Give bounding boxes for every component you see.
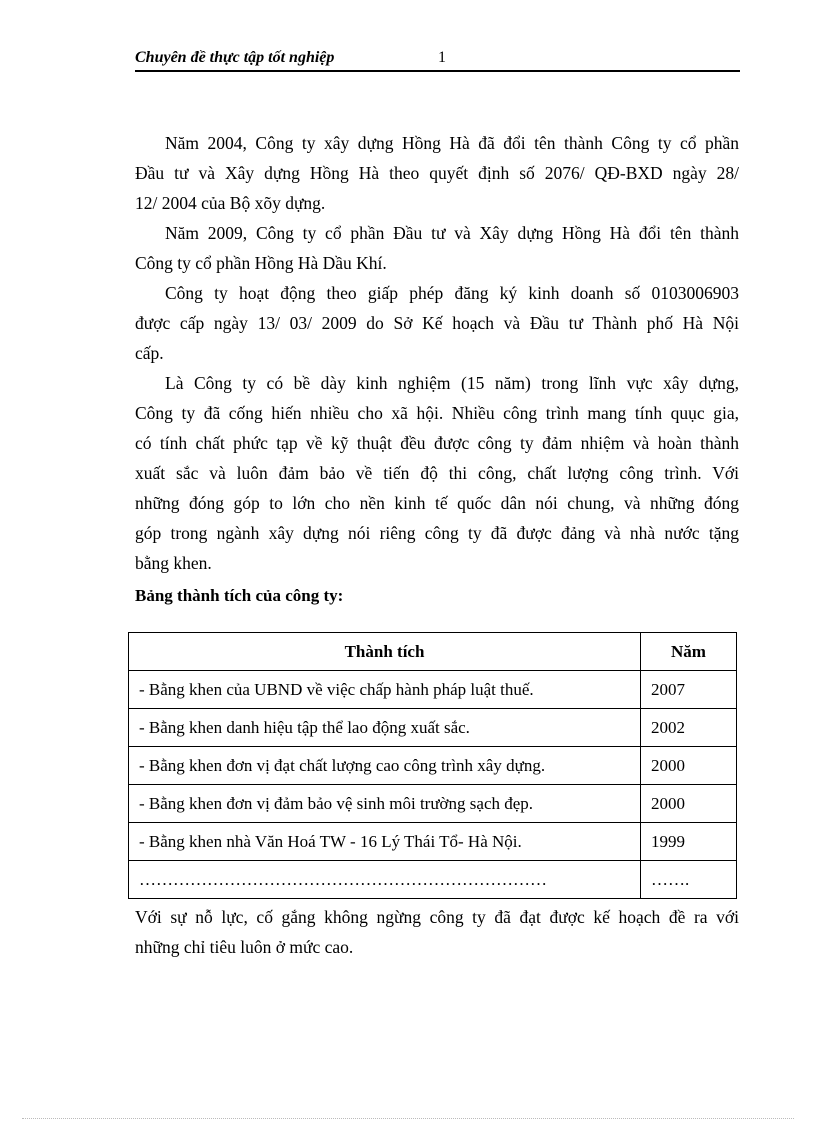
paragraph-line: xuất sắc và luôn đảm bảo về tiến độ thi công, chất lượng công trình. Với bbox=[135, 463, 739, 483]
page-number: 1 bbox=[438, 49, 446, 66]
paragraph-experience bbox=[135, 368, 739, 578]
paragraph-line: Năm 2009, Công ty cổ phần Đầu tư và Xây dựng Hồng Hà đổi tên thành bbox=[165, 223, 739, 243]
paragraph-line: có tính chất phức tạp về kỹ thuật đều được công ty đảm nhiệm và hoàn thành bbox=[135, 433, 739, 453]
column-header-year: Năm bbox=[641, 633, 737, 671]
table-header-row bbox=[129, 633, 737, 671]
paragraph-renaming-2004 bbox=[135, 128, 739, 218]
paragraph-line: Công ty cổ phần Hồng Hà Dầu Khí. bbox=[135, 253, 387, 273]
paragraph-line: cấp. bbox=[135, 343, 164, 363]
paragraph-line: được cấp ngày 13/ 03/ 2009 do Sở Kế hoạch và Đầu tư Thành phố Hà Nội bbox=[135, 313, 739, 333]
achievement-cell: - Bằng khen danh hiệu tập thể lao động xuất sắc. bbox=[129, 709, 641, 747]
paragraph-line: Công ty đã cống hiến nhiều cho xã hội. Nhiều công trình mang tính quục gia, bbox=[135, 403, 739, 423]
year-cell: 2000 bbox=[641, 747, 737, 785]
year-cell: ……. bbox=[641, 861, 737, 899]
year-cell: 2002 bbox=[641, 709, 737, 747]
paragraph-line: góp trong ngành xây dựng nói riêng công ty đã được đảng và nhà nước tặng bbox=[135, 523, 739, 543]
column-header-achievement: Thành tích bbox=[129, 633, 641, 671]
page-header bbox=[135, 46, 740, 72]
paragraph-line: Với sự nỗ lực, cố gắng không ngừng công ty đã đạt được kế hoạch đề ra với bbox=[135, 907, 739, 927]
achievements-table bbox=[128, 632, 737, 899]
paragraph-business-license bbox=[135, 278, 739, 368]
table-row bbox=[129, 671, 737, 709]
paragraph-line: Công ty hoạt động theo giấp phép đăng ký kinh doanh số 0103006903 bbox=[165, 283, 739, 303]
achievement-cell: - Bằng khen đơn vị đạt chất lượng cao công trình xây dựng. bbox=[129, 747, 641, 785]
achievement-cell: - Bằng khen của UBND về việc chấp hành pháp luật thuế. bbox=[129, 671, 641, 709]
paragraph-line: những chỉ tiêu luôn ở mức cao. bbox=[135, 937, 354, 957]
year-cell: 2007 bbox=[641, 671, 737, 709]
achievement-cell: - Bằng khen đơn vị đảm bảo vệ sinh môi trường sạch đẹp. bbox=[129, 785, 641, 823]
paragraph-line: 12/ 2004 của Bộ xõy dựng. bbox=[135, 193, 326, 213]
achievement-cell: ……………………………………………………………… bbox=[129, 861, 641, 899]
year-cell: 1999 bbox=[641, 823, 737, 861]
table-row bbox=[129, 785, 737, 823]
year-cell: 2000 bbox=[641, 785, 737, 823]
achievement-cell: - Bằng khen nhà Văn Hoá TW - 16 Lý Thái Tổ- Hà Nội. bbox=[129, 823, 641, 861]
table-row bbox=[129, 747, 737, 785]
paragraph-line: những đóng góp to lớn cho nền kinh tế quốc dân nói chung, và những đóng bbox=[135, 493, 739, 513]
page-bottom-border bbox=[22, 1118, 794, 1119]
closing-paragraph bbox=[135, 902, 739, 962]
table-row bbox=[129, 823, 737, 861]
paragraph-line: Năm 2004, Công ty xây dựng Hồng Hà đã đổi tên thành Công ty cổ phần bbox=[165, 133, 739, 153]
paragraph-line: Là Công ty có bề dày kinh nghiệm (15 năm) trong lĩnh vực xây dựng, bbox=[165, 373, 739, 393]
paragraph-line: bằng khen. bbox=[135, 553, 212, 573]
table-row bbox=[129, 709, 737, 747]
paragraph-line: Đầu tư và Xây dựng Hồng Hà theo quyết định số 2076/ QĐ-BXD ngày 28/ bbox=[135, 163, 739, 183]
table-title: Bảng thành tích của công ty: bbox=[135, 586, 344, 605]
header-title: Chuyên đề thực tập tốt nghiệp bbox=[135, 49, 335, 66]
table-row bbox=[129, 861, 737, 899]
paragraph-renaming-2009 bbox=[135, 218, 739, 278]
